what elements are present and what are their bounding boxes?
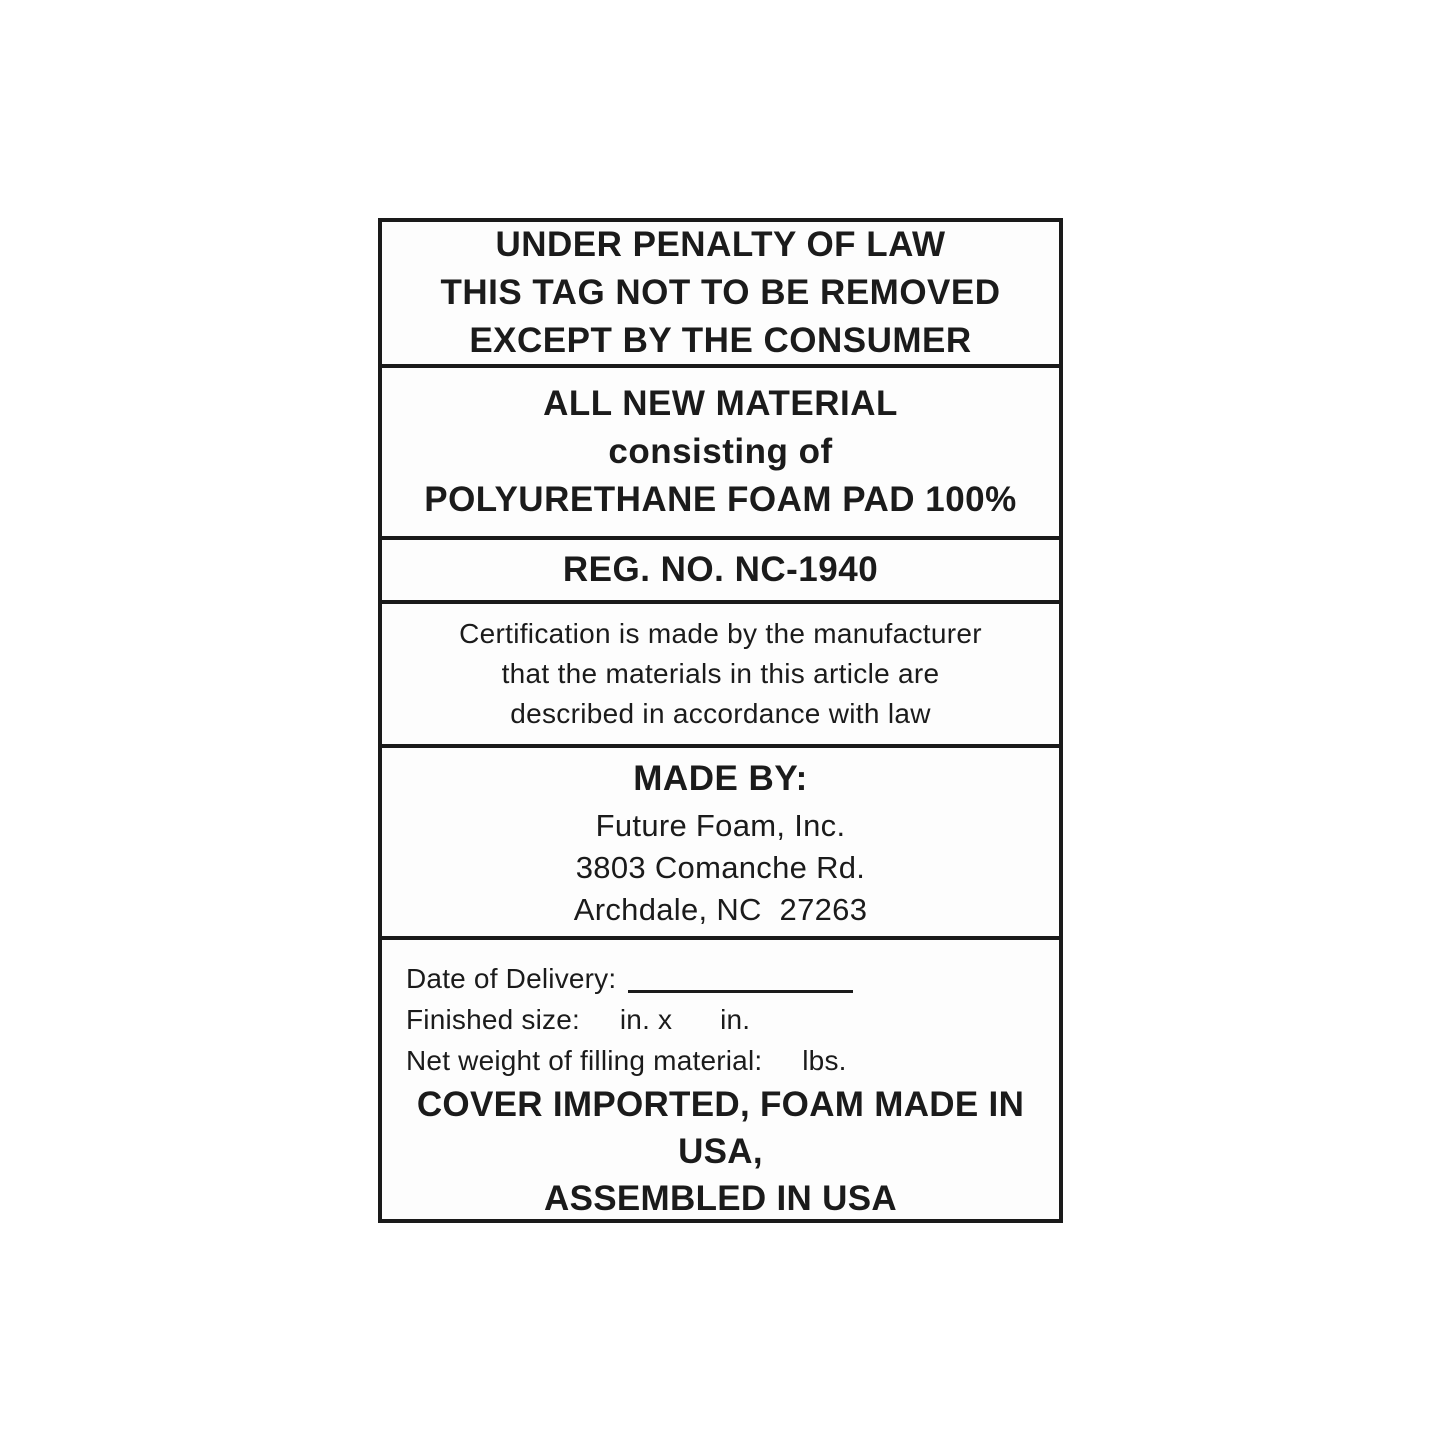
net-weight-row: Net weight of filling material: lbs. [406, 1045, 847, 1076]
finished-size-row: Finished size: in. x in. [406, 1004, 751, 1035]
registration-number: REG. NO. NC-1940 [562, 550, 879, 589]
penalty-line-3: EXCEPT BY THE CONSUMER [469, 321, 972, 360]
registration-section [382, 540, 1059, 604]
penalty-line-2: THIS TAG NOT TO BE REMOVED [440, 273, 1001, 312]
date-of-delivery-blank-line [628, 990, 853, 993]
details-section [382, 940, 1059, 1232]
material-section [382, 368, 1059, 540]
manufacturer-name: Future Foam, Inc. [595, 808, 846, 843]
certification-line-3: described in accordance with law [510, 698, 931, 729]
law-label-box [378, 218, 1063, 1223]
date-of-delivery-row [382, 958, 1059, 999]
origin-line-2: ASSEMBLED IN USA [544, 1179, 897, 1218]
manufacturer-street: 3803 Comanche Rd. [575, 850, 866, 885]
penalty-line-1: UNDER PENALTY OF LAW [495, 225, 946, 264]
made-by-heading: MADE BY: [633, 759, 808, 798]
certification-line-2: that the materials in this article are [501, 658, 940, 689]
certification-line-1: Certification is made by the manufacturer [459, 618, 982, 649]
certification-section [382, 604, 1059, 748]
penalty-section [382, 222, 1059, 368]
date-of-delivery-label: Date of Delivery: [406, 963, 617, 994]
origin-statement [382, 1081, 1059, 1222]
material-line-1: ALL NEW MATERIAL [543, 384, 898, 423]
made-by-section [382, 748, 1059, 940]
origin-line-1: COVER IMPORTED, FOAM MADE IN USA, [416, 1085, 1035, 1171]
material-line-2: consisting of [608, 432, 833, 471]
material-line-3: POLYURETHANE FOAM PAD 100% [424, 480, 1017, 519]
manufacturer-city-state-zip: Archdale, NC 27263 [573, 892, 868, 927]
